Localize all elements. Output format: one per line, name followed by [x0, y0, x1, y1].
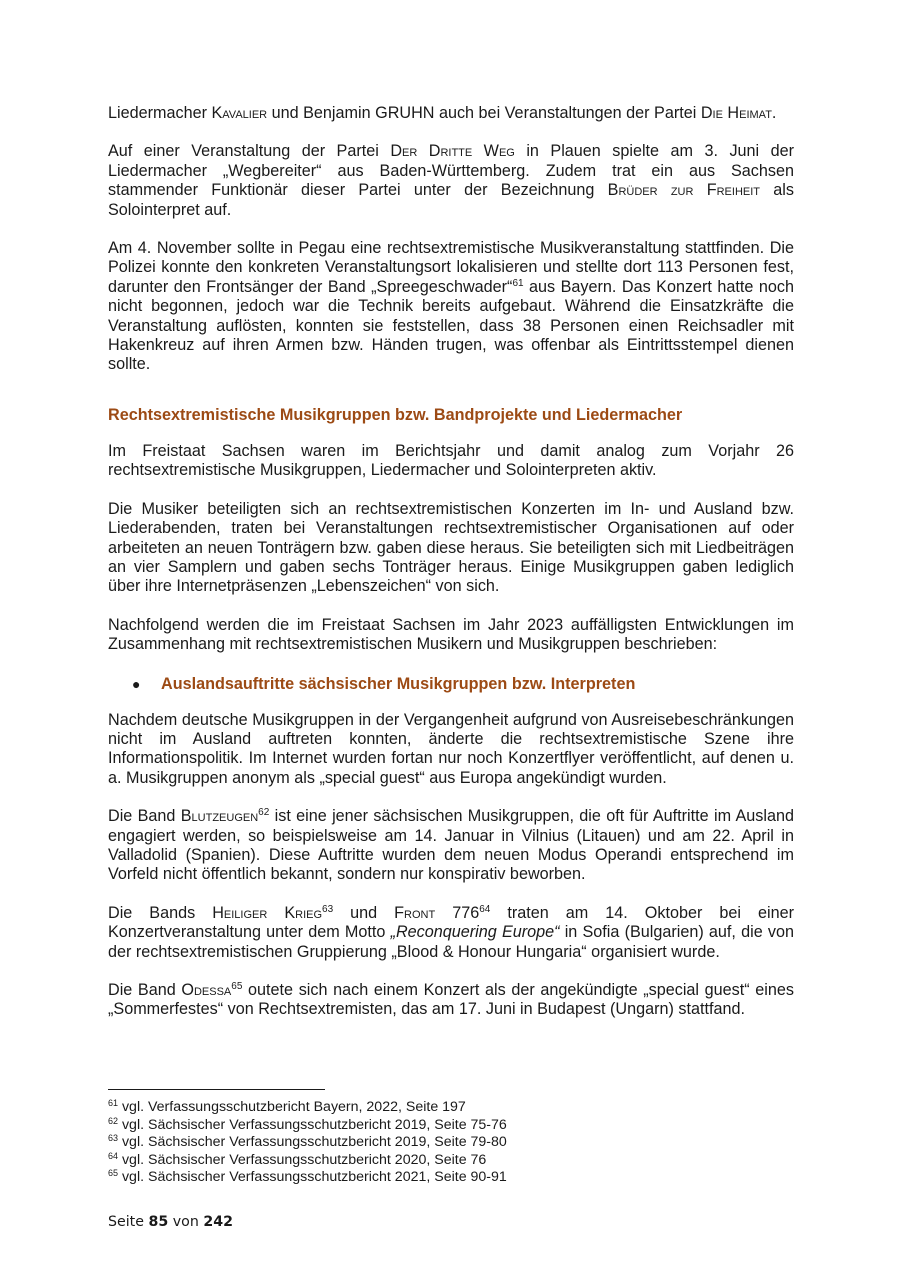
- paragraph: Im Freistaat Sachsen waren im Berichtsjahr und damit analog zum Vorjahr 26 rechtsextremistische Musikgruppen, Liedermacher und Solointerpreten aktiv.: [108, 441, 794, 480]
- bullet-heading-text: Auslandsauftritte sächsischer Musikgruppen bzw. Interpreten: [161, 674, 636, 693]
- footnote: $^{61}$ vgl. Verfassungsschutzbericht Bayern, 2022, Seite 197: [108, 1098, 466, 1115]
- bullet-icon: ●: [132, 675, 141, 692]
- bullet-heading: [132, 674, 794, 694]
- paragraph: Am 4. November sollte in Pegau eine rechtsextremistische Musikveranstaltung stattfinden. Die Polizei konnte den konkreten Veranstaltungsort lokalisieren und stellte dort 113 Personen fest, darunter den Frontsänger der Band „Spreegeschwader“$^{61}$ aus Bayern. Das Konzert hatte noch nicht begonnen, jedoch war die Technik bereits aufgebaut. Während die Einsatzkräfte die Veranstaltung auflösten, konnten sie feststellen, dass 38 Personen einen Reichsadler mit Hakenkreuz auf ihren Armen bzw. Händen trugen, was offenbar als Eintrittsstempel dienen sollte.: [108, 239, 794, 374]
- paragraph: Nachfolgend werden die im Freistaat Sachsen im Jahr 2023 auffälligsten Entwicklungen im Zusammenhang mit rechtsextremistischen Musikern und Musikgruppen beschrieben:: [108, 615, 794, 654]
- paragraph: Die Band Odessa$^{65}$ outete sich nach einem Konzert als der angekündigte „special guest“ eines „Sommerfestes“ von Rechtsextremisten, das am 17. Juni in Budapest (Ungarn) stattfand.: [108, 981, 795, 1019]
- footnotes: [108, 1099, 708, 1187]
- page-number: Seite 85 von 242: [108, 1214, 233, 1230]
- footnote-divider: [108, 1089, 325, 1090]
- footnote-ref[interactable]: 65: [231, 981, 243, 992]
- footnote-ref[interactable]: 63: [322, 903, 334, 915]
- paragraph: Die Band Blutzeugen$^{62}$ ist eine jener sächsischen Musikgruppen, die oft für Auftritte im Ausland engagiert werden, so beispielsweise am 14. Januar in Vilnius (Litauen) und am 22. April in Valladolid (Spanien). Diese Auftritte wurden dem neuen Modus Operandi entsprechend im Vorfeld nicht öffentlich bekannt, sondern nur konspirativ beworben.: [108, 807, 794, 884]
- footnote: $^{62}$ vgl. Sächsischer Verfassungsschutzbericht 2019, Seite 75-76: [108, 1115, 507, 1133]
- footnote-ref[interactable]: 64: [479, 903, 491, 915]
- document-body: [108, 104, 794, 1039]
- footnote: $^{63}$ vgl. Sächsischer Verfassungsschutzbericht 2019, Seite 79-80: [108, 1133, 507, 1151]
- footnote-ref[interactable]: 61: [512, 277, 524, 289]
- paragraph: Die Musiker beteiligten sich an rechtsextremistischen Konzerten im In- und Ausland bzw. Liederabenden, traten bei Veranstaltungen rechtsextremistischer Organisationen auf oder arbeiteten an neuen Tonträgern bzw. gaben diese heraus. Sie beteiligten sich mit Liedbeiträgen an vier Samplern und gaben sechs Tonträger heraus. Einige Musikgruppen gaben lediglich über ihre Internetpräsenzen „Lebenszeichen“ von sich.: [108, 499, 794, 596]
- footnote: $^{64}$ vgl. Sächsischer Verfassungsschutzbericht 2020, Seite 76: [108, 1150, 487, 1168]
- paragraph: Die Bands Heiliger Krieg$^{63}$ und Front $776^{64}$ traten am 14. Oktober bei einer Konzertveranstaltung unter dem Motto „Reconquering Europe“ in Sofia (Bulgarien) auf, die von der rechtsextremistischen Gruppierung „Blood & Honour Hungaria“ organisiert wurde.: [108, 903, 794, 961]
- paragraph: Liedermacher Kavalier und Benjamin GRUHN auch bei Veranstaltungen der Partei Die Heimat.: [108, 104, 777, 122]
- section-heading: Rechtsextremistische Musikgruppen bzw. Bandprojekte und Liedermacher: [108, 405, 683, 424]
- footnote-ref[interactable]: 62: [258, 807, 270, 819]
- footnote: $^{65}$ vgl. Sächsischer Verfassungsschutzbericht 2021, Seite 90-91: [108, 1168, 507, 1186]
- paragraph: Nachdem deutsche Musikgruppen in der Vergangenheit aufgrund von Ausreisebeschränkungen nicht im Ausland auftreten konnten, änderte die rechtsextremistische Szene ihre Informationspolitik. Im Internet wurden fortan nur noch Konzertflyer veröffentlicht, auf denen u. a. Musikgruppen anonym als „special guest“ aus Europa angekündigt wurden.: [108, 710, 794, 787]
- paragraph: Auf einer Veranstaltung der Partei Der Dritte Weg in Plauen spielte am 3. Juni der Liedermacher „Wegbereiter“ aus Baden-Württemberg. Zudem trat ein aus Sachsen stammender Funktionär dieser Partei unter der Bezeichnung Brüder zur Freiheit als Solointerpret auf.: [108, 142, 794, 219]
